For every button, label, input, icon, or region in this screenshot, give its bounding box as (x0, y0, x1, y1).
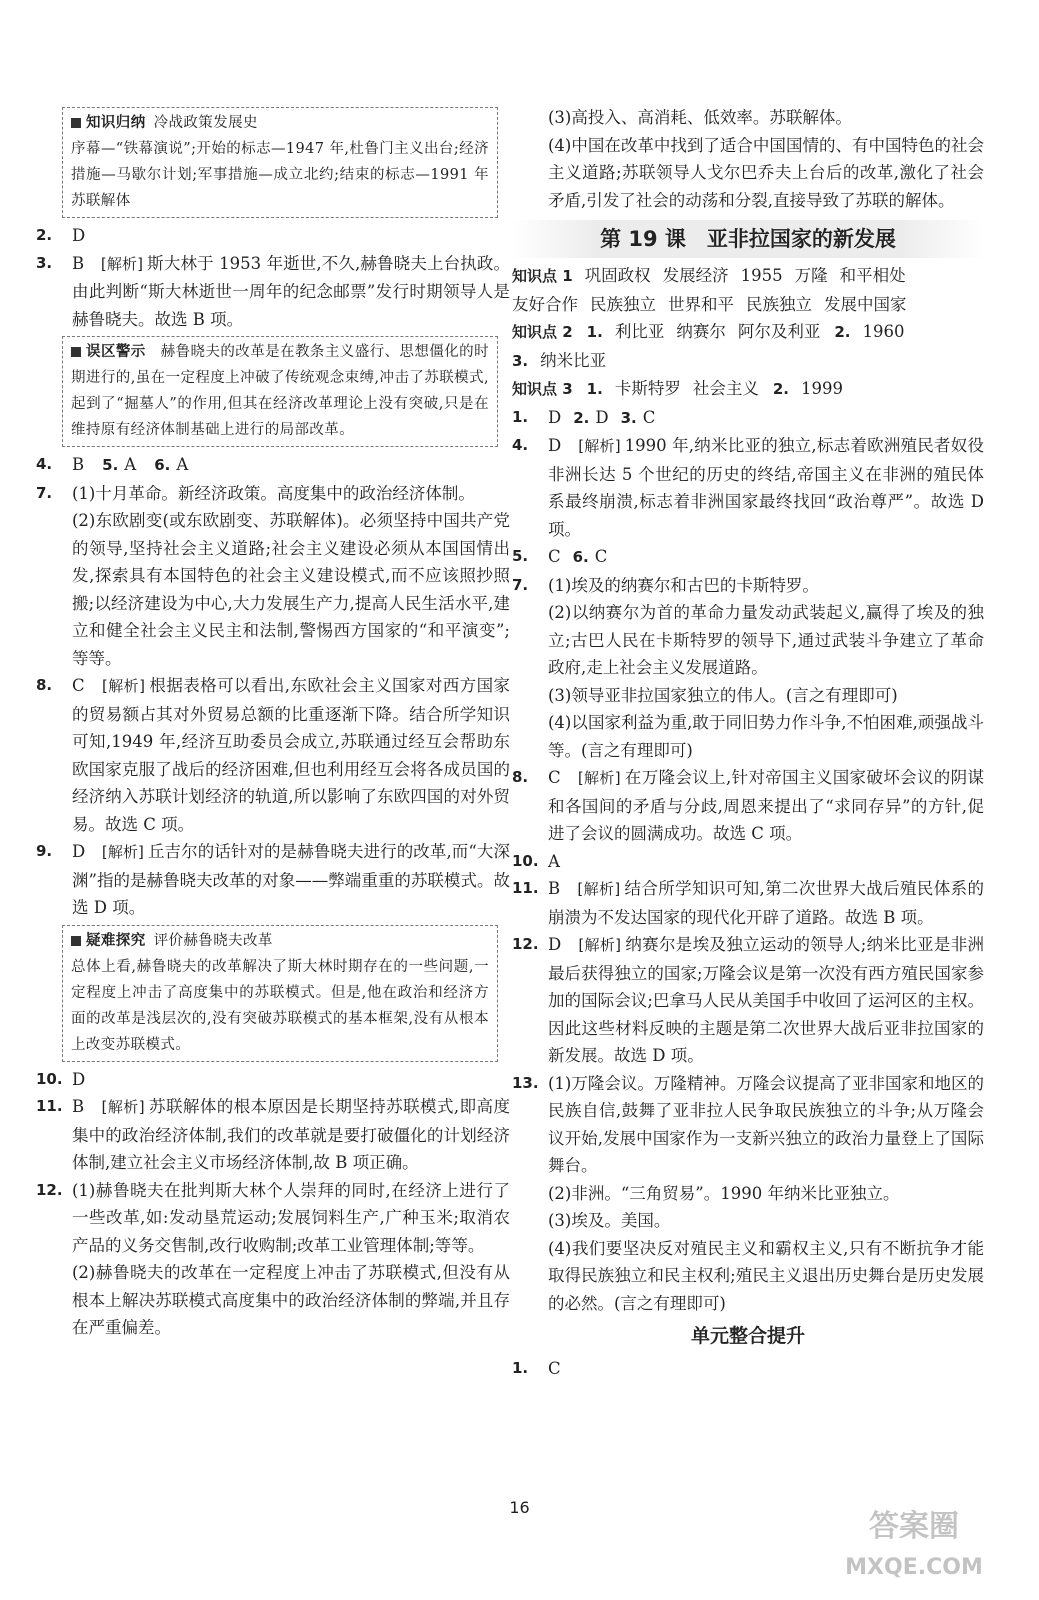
answer-9: 9. D [解析] 丘吉尔的话针对的是赫鲁晓夫进行的改革,而“大深渊”指的是赫鲁晓夫改革的对象——弊端重重的苏联模式。故选 D 项。 (36, 842, 510, 917)
answer-r4: 4. D [解析] 1990 年,纳米比亚的独立,标志着欧洲殖民者奴役非洲长达 5 个世纪的历史的终结,帝国主义在非洲的殖民体系最终崩溃,标志着非洲国家最终找回“政治尊严”。故选 D 项。 (512, 436, 984, 539)
answer-r13: 13. (1)万隆会议。万隆精神。万隆会议提高了亚非国家和地区的民族自信,鼓舞了亚非拉人民争取民族独立的斗争;从万隆会议开始,发展中国家作为一支新兴独立的政治力量登上了国际舞台。 (512, 1073, 984, 1175)
answer-2: 2. D (36, 226, 86, 245)
box-text: 总体上看,赫鲁晓夫的改革解决了斯大林时期存在的一些问题,一定程度上冲击了高度集中的苏联模式。但是,他在政治和经济方面的改革是浅层次的,没有突破苏联模式的基本框架,没有从根本上改变苏联模式。 (71, 958, 489, 1053)
box-text: 赫鲁晓夫的改革是在教条主义盛行、思想僵化的时期进行的,虽在一定程度上冲破了传统观念束缚,冲击了苏联模式,起到了“掘墓人”的作用,但其在经济改革理论上没有突破,只是在维持原有经济体制基础上进行的局部改革。 (71, 344, 489, 438)
answer-r7-part-2: (2)以纳赛尔为首的革命力量发动武装起义,赢得了埃及的独立;古巴人民在卡斯特罗的领导下,通过武装斗争建立了革命政府,走上社会主义发展道路。 (548, 603, 984, 677)
answer-r11: 11. B [解析] 结合所学知识可知,第二次世界大战后殖民体系的崩溃为不发达国家的现代化开辟了道路。故选 B 项。 (512, 879, 984, 927)
answer-continued-3: (3)高投入、高消耗、低效率。苏联解体。 (548, 108, 852, 127)
box-text: 序幕—“铁幕演说”;开始的标志—1947 年,杜鲁门主义出台;经济措施—马歇尔计划;军事措施—成立北约;结束的标志—1991 年苏联解体 (71, 141, 489, 209)
misconception-warning-box (62, 336, 498, 447)
watermark-sub: MXQE.COM (845, 1555, 983, 1580)
answer-r13-part-3: (3)埃及。美国。 (548, 1211, 671, 1230)
box-label: 知识归纳 (86, 115, 146, 131)
answer-7: 7. (1)十月革命。新经济政策。高度集中的政治经济体制。 (36, 483, 475, 503)
knowledge-summary-box (62, 107, 498, 218)
knowledge-point-2: 知识点 2 1. 利比亚 纳赛尔 阿尔及利亚 2. 1960 3. 纳米比亚 (512, 322, 905, 370)
answer-11: 11. B [解析] 苏联解体的根本原因是长期坚持苏联模式,即高度集中的政治经济体制,我们的改革就是要打破僵化的计划经济体制,建立社会主义市场经济体制,故 B 项正确。 (36, 1097, 510, 1172)
box-label: 误区警示 (86, 344, 146, 360)
answers-5-6: 5. C 6. C (512, 547, 608, 566)
answer-r7-part-4: (4)以国家利益为重,敢于同旧势力作斗争,不怕困难,顽强战斗等。(言之有理即可) (548, 713, 984, 760)
answer-7-part-2: (2)东欧剧变(或东欧剧变、苏联解体)。必须坚持中国共产党的领导,坚持社会主义道路;社会主义建设必须从本国国情出发,探索具有本国特色的社会主义建设模式,而不应该照抄照搬;以经济建设为中心,大力发展生产力,提高人民生活水平,建立和健全社会主义民主和法制,警惕西方国家的“和平演变”;等等。 (72, 511, 510, 668)
watermark-main: 答案圈 (869, 1509, 959, 1544)
answers-4-6: 4. B 5. A 6. A (36, 455, 189, 474)
answer-r8: 8. C [解析] 在万隆会议上,针对帝国主义国家破坏会议的阴谋和各国间的矛盾与分歧,周恩来提出了“求同存异”的方针,促进了会议的圆满成功。故选 C 项。 (512, 768, 984, 843)
watermark-logo (809, 1488, 1019, 1588)
page-number: 16 (509, 1498, 530, 1517)
answer-r13-part-2: (2)非洲。“三角贸易”。1990 年纳米比亚独立。 (548, 1183, 900, 1203)
lesson-title: 第 19 课 亚非拉国家的新发展 (512, 220, 984, 258)
answer-r12: 12. D [解析] 纳赛尔是埃及独立运动的领导人;纳米比亚是非洲最后获得独立的国家;万隆会议是第一次没有西方殖民国家参加的国际会议;巴拿马人民从美国手中收回了运河区的主权。因此这些材料反映的主题是第二次世界大战后亚非拉国家的新发展。故选 D 项。 (512, 935, 985, 1065)
box-title: 冷战政策发展史 (153, 115, 258, 131)
answer-8: 8. C [解析] 根据表格可以看出,东欧社会主义国家对西方国家的贸易额占其对外贸易总额的比重逐渐下降。结合所学知识可知,1949 年,经济互助委员会成立,苏联通过经互会帮助东欧国家克服了战后的经济困难,但也利用经互会将各成员国的经济纳入苏联计划经济的轨道,所以影响了东欧四国的对外贸易。故选 C 项。 (36, 676, 511, 834)
answer-continued-4: (4)中国在改革中找到了适合中国国情的、有中国特色的社会主义道路;苏联领导人戈尔巴乔夫上台后的改革,激化了社会矛盾,引发了社会的动荡和分裂,直接导致了苏联的解体。 (548, 135, 984, 210)
difficulty-exploration-box (62, 925, 498, 1062)
answer-12: 12. (1)赫鲁晓夫在批判斯大林个人崇拜的同时,在经济上进行了一些改革,如:发动垦荒运动;发展饲料生产,广种玉米;取消农产品的义务交售制,改行收购制;改革工业管理体制;等等。 (2)赫鲁晓夫的改革在一定程度上冲击了苏联模式,但没有从根本上解决苏联模式高度集中的政治经济体制的弊端,并且存在严重偏差。 (36, 1180, 510, 1337)
box-title: 评价赫鲁晓夫改革 (153, 932, 273, 949)
answer-3: 3. B [解析] 斯大林于 1953 年逝世,不久,赫鲁晓夫上台执政。由此判断“斯大林逝世一周年的纪念邮票”发行时期领导人是赫鲁晓夫。故选 B 项。 (36, 253, 510, 329)
right-column (512, 104, 984, 1382)
knowledge-point-1: 知识点 1 巩固政权 发展经济 1955 万隆 和平相处 友好合作 民族独立 世界和平 民族独立 发展中国家 (512, 266, 907, 314)
square-bullet-icon (71, 118, 81, 128)
left-column (36, 104, 510, 1342)
square-bullet-icon (71, 347, 81, 357)
answer-r13-part-4: (4)我们要坚决反对殖民主义和霸权主义,只有不断抗争才能取得民族独立和民主权利;殖民主义退出历史舞台是历史发展的必然。(言之有理即可) (548, 1238, 984, 1313)
square-bullet-icon (71, 936, 81, 946)
answer-r7: 7. (1)埃及的纳赛尔和古巴的卡斯特罗。 (512, 575, 819, 595)
unit-answer-1: 1. C (512, 1358, 561, 1378)
answers-1-3: 1. D 2. D 3. C (512, 407, 656, 427)
answer-r10: 10. A (512, 851, 560, 871)
answer-r7-part-3: (3)领导亚非拉国家独立的伟人。(言之有理即可) (548, 685, 898, 705)
answer-10: 10. D (36, 1069, 86, 1089)
unit-title: 单元整合提升 (690, 1325, 805, 1347)
box-label: 疑难探究 (86, 932, 146, 949)
knowledge-point-3: 知识点 3 1. 卡斯特罗 社会主义 2. 1999 (512, 379, 843, 398)
